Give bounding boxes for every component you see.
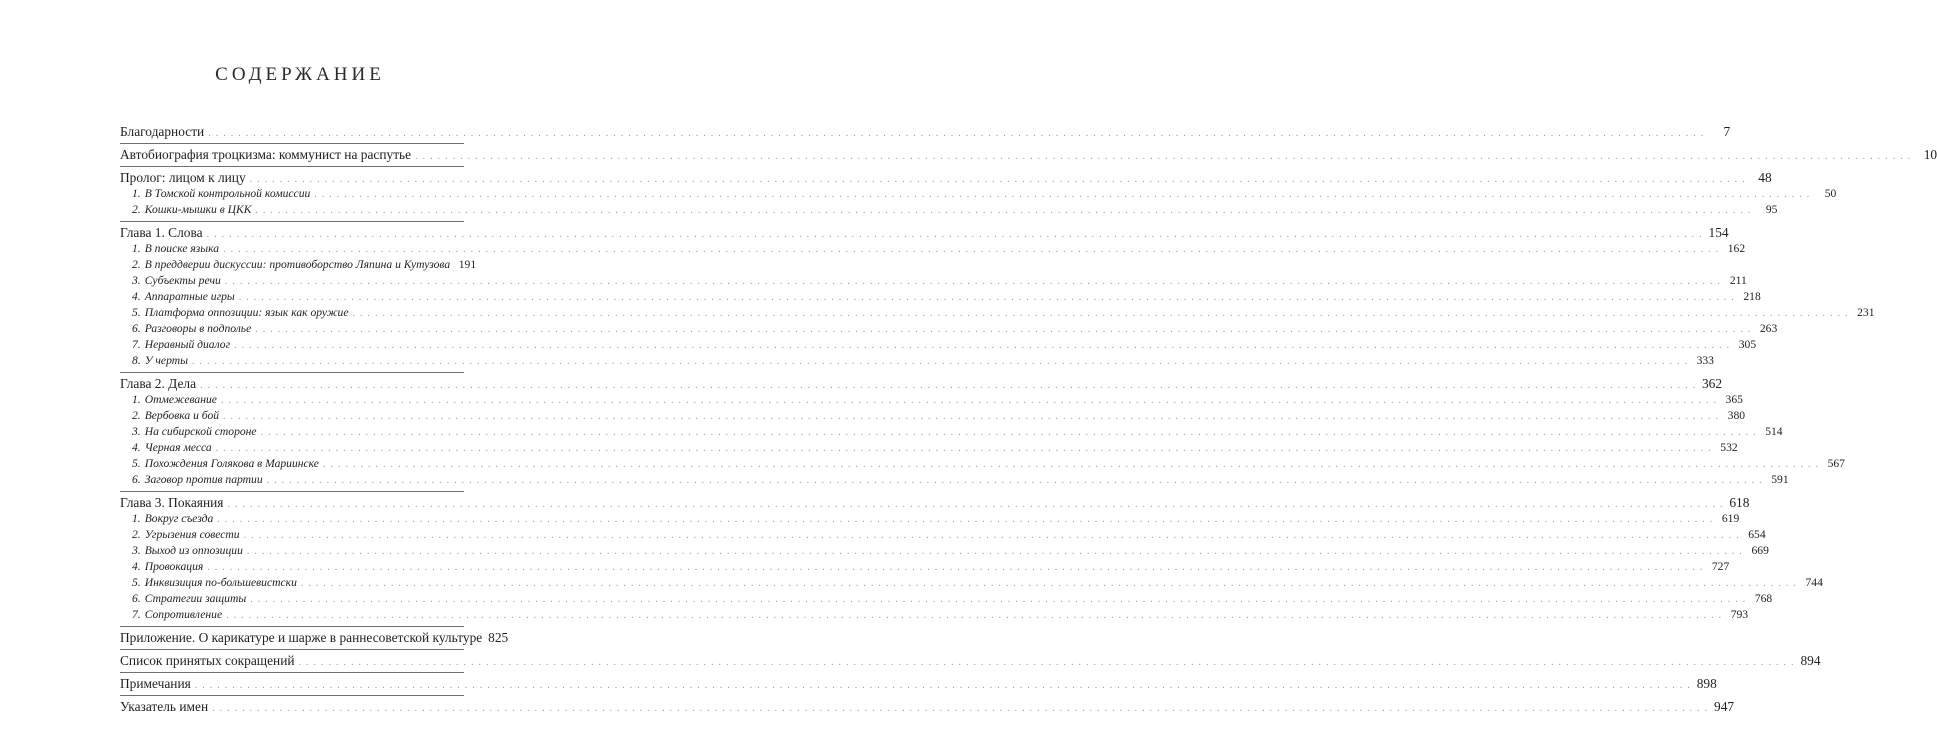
- toc-page-number: 669: [1751, 544, 1769, 557]
- toc-entry[interactable]: [120, 630, 509, 646]
- toc-entry-label: В поиске языка: [144, 242, 220, 255]
- toc-page-number: 567: [1827, 457, 1845, 470]
- toc-subentry[interactable]: [120, 289, 1761, 305]
- dot-leader: ........................................................................................................................................................................................................: [191, 356, 1692, 367]
- toc-entry-label: Пролог: лицом к лицу: [120, 170, 246, 185]
- toc-page-number: 727: [1711, 560, 1730, 573]
- toc-subentry[interactable]: [120, 511, 1740, 527]
- toc-entry-label: Стратегии защиты: [144, 592, 247, 605]
- toc-entry-label: Вокруг съезда: [144, 512, 214, 525]
- dot-leader: ........................................................................................................................................................................................................: [238, 292, 1739, 303]
- toc-entry-label: Кошки-мышки в ЦКК: [144, 203, 252, 216]
- dot-leader: ........................................................................................................................................................................................................: [223, 411, 1724, 422]
- toc-entry-label: Благодарности: [120, 124, 205, 139]
- toc-page-number: 263: [1759, 322, 1778, 335]
- toc-entry[interactable]: [120, 376, 1723, 392]
- toc-page-number: 654: [1748, 528, 1766, 541]
- toc-entry-number: 6.: [132, 473, 141, 486]
- toc-page-number: 50: [1824, 187, 1837, 200]
- toc-subentry[interactable]: [120, 257, 477, 273]
- toc-subentry[interactable]: [120, 202, 1778, 218]
- toc-subentry[interactable]: [120, 424, 1783, 440]
- toc-entry-label: Глава 2. Дела: [120, 376, 197, 391]
- dot-leader: ........................................................................................................................................................................................................: [194, 680, 1695, 691]
- toc-entry[interactable]: [120, 495, 1750, 511]
- section-divider: [120, 221, 464, 222]
- toc-entry-number: 2.: [132, 258, 141, 271]
- toc-page-number: 10: [1923, 147, 1937, 162]
- toc-subentry[interactable]: [120, 575, 1823, 591]
- toc-page-number: 162: [1727, 242, 1746, 255]
- toc-entry[interactable]: [120, 124, 1731, 140]
- dot-leader: ........................................................................................................................................................................................................: [224, 276, 1725, 287]
- dot-leader: ........................................................................................................................................................................................................: [249, 174, 1750, 185]
- toc-entry-label: Автобиография троцкизма: коммунист на распутье: [120, 147, 412, 162]
- toc-entry-label: Аппаратные игры: [144, 290, 235, 303]
- dot-leader: ........................................................................................................................................................................................................: [234, 340, 1735, 351]
- toc-entry[interactable]: [120, 225, 1729, 241]
- toc-page-number: 48: [1758, 170, 1772, 185]
- toc-entry-label: В преддверии дискуссии: противоборство Ляпина и Кутузова: [144, 258, 451, 271]
- toc-entry-number: 3.: [132, 544, 141, 557]
- dot-leader: ........................................................................................................................................................................................................: [227, 499, 1728, 510]
- toc-subentry[interactable]: [120, 337, 1757, 353]
- toc-subentry[interactable]: [120, 241, 1746, 257]
- toc-entry-number: 5.: [132, 457, 141, 470]
- page-title: СОДЕРЖАНИЕ: [215, 64, 385, 85]
- toc-page-number: 154: [1708, 225, 1729, 240]
- toc-entry-label: Разговоры в подполье: [144, 322, 252, 335]
- dot-leader: ........................................................................................................................................................................................................: [266, 475, 1767, 486]
- toc-entry-label: Провокация: [144, 560, 204, 573]
- toc-page-number: 532: [1720, 441, 1738, 454]
- toc-entry-label: Сопротивление: [144, 608, 223, 621]
- dot-leader: ........................................................................................................................................................................................................: [250, 594, 1751, 605]
- dot-leader: ........................................................................................................................................................................................................: [260, 427, 1761, 438]
- toc-entry-number: 1.: [132, 393, 141, 406]
- toc-page-number: 618: [1729, 495, 1750, 510]
- toc-subentry[interactable]: [120, 353, 1714, 369]
- dot-leader: ........................................................................................................................................................................................................: [298, 657, 1799, 668]
- toc-entry-label: Черная месса: [144, 441, 212, 454]
- toc-entry-label: Вербовка и бой: [144, 409, 220, 422]
- dot-leader: ........................................................................................................................................................................................................: [226, 610, 1727, 621]
- dot-leader: ........................................................................................................................................................................................................: [217, 514, 1718, 525]
- toc-entry-label: Глава 1. Слова: [120, 225, 203, 240]
- dot-leader: ........................................................................................................................................................................................................: [300, 578, 1801, 589]
- toc-page-number: 591: [1771, 473, 1789, 486]
- toc-page-number: 211: [1729, 274, 1747, 287]
- toc-page-number: 619: [1721, 512, 1740, 525]
- toc-page-number: 744: [1805, 576, 1823, 589]
- toc-page-number: 362: [1701, 376, 1723, 391]
- toc-entry-number: 2.: [132, 409, 141, 422]
- dot-leader: ........................................................................................................................................................................................................: [220, 395, 1721, 406]
- toc-entry-label: Приложение. О карикатуре и шарже в раннесоветской культуре: [120, 630, 483, 645]
- toc-subentry[interactable]: [120, 456, 1845, 472]
- toc-subentry[interactable]: [120, 527, 1766, 543]
- toc-page-number: 95: [1765, 203, 1778, 216]
- dot-leader: ........................................................................................................................................................................................................: [352, 308, 1853, 319]
- toc-entry-label: Указатель имен: [120, 699, 209, 714]
- dot-leader: ........................................................................................................................................................................................................: [255, 324, 1756, 335]
- section-divider: [120, 166, 464, 167]
- toc-entry-label: В Томской контрольной комиссии: [144, 187, 311, 200]
- toc-entry-number: 1.: [132, 242, 141, 255]
- toc-page-number: 333: [1696, 354, 1714, 367]
- toc-entry-number: 7.: [132, 608, 141, 621]
- toc-page-number: 191: [458, 258, 477, 271]
- dot-leader: ........................................................................................................................................................................................................: [208, 128, 1709, 139]
- toc-subentry[interactable]: [120, 186, 1837, 202]
- toc-entry-label: Примечания: [120, 676, 191, 691]
- dot-leader: ........................................................................................................................................................................................................: [212, 703, 1713, 714]
- dot-leader: ........................................................................................................................................................................................................: [200, 380, 1701, 391]
- toc-entry[interactable]: [120, 147, 1937, 163]
- toc-subentry[interactable]: [120, 591, 1773, 607]
- toc-entry-number: 8.: [132, 354, 141, 367]
- toc-entry-label: Заговор против партии: [144, 473, 263, 486]
- toc-entry-number: 3.: [132, 425, 141, 438]
- section-divider: [120, 649, 464, 650]
- toc-entry-label: Инквизиция по-большевистски: [144, 576, 297, 589]
- toc-page-number: 305: [1738, 338, 1757, 351]
- toc-entry-number: 4.: [132, 560, 141, 573]
- toc-subentry[interactable]: [120, 408, 1746, 424]
- table-of-contents: [120, 124, 1937, 715]
- toc-subentry[interactable]: [120, 392, 1743, 408]
- toc-entry-label: Выход из оппозиции: [144, 544, 243, 557]
- toc-page-number: 898: [1696, 676, 1717, 691]
- toc-entry-label: Платформа оппозиции: язык как оружие: [144, 306, 349, 319]
- dot-leader: ........................................................................................................................................................................................................: [215, 443, 1716, 454]
- section-divider: [120, 143, 464, 144]
- toc-subentry[interactable]: [120, 607, 1749, 623]
- toc-entry-label: Похождения Голякова в Мариинске: [144, 457, 319, 470]
- toc-entry-label: Глава 3. Покаяния: [120, 495, 224, 510]
- dot-leader: ........................................................................................................................................................................................................: [206, 229, 1707, 240]
- toc-entry-label: Список принятых сокращений: [120, 653, 295, 668]
- toc-entry-number: 6.: [132, 322, 141, 335]
- dot-leader: ........................................................................................................................................................................................................: [207, 562, 1708, 573]
- toc-entry-label: Неравный диалог: [144, 338, 231, 351]
- section-divider: [120, 491, 464, 492]
- toc-entry-number: 5.: [132, 576, 141, 589]
- toc-entry-number: 6.: [132, 592, 141, 605]
- toc-subentry[interactable]: [120, 543, 1769, 559]
- toc-page-number: 894: [1800, 653, 1821, 668]
- toc-page-number: 768: [1754, 592, 1773, 605]
- toc-entry-number: 4.: [132, 441, 141, 454]
- toc-entry-label: У черты: [144, 354, 188, 367]
- toc-subentry[interactable]: [120, 472, 1789, 488]
- toc-entry-number: 4.: [132, 290, 141, 303]
- toc-entry-number: 3.: [132, 274, 141, 287]
- toc-entry-label: На сибирской стороне: [144, 425, 257, 438]
- dot-leader: ........................................................................................................................................................................................................: [415, 151, 1916, 162]
- toc-entry-number: 5.: [132, 306, 141, 319]
- dot-leader: ........................................................................................................................................................................................................: [243, 530, 1744, 541]
- toc-subentry[interactable]: [120, 321, 1778, 337]
- toc-entry[interactable]: [120, 653, 1821, 669]
- section-divider: [120, 695, 464, 696]
- dot-leader: ........................................................................................................................................................................................................: [322, 459, 1823, 470]
- toc-page-number: 365: [1725, 393, 1743, 406]
- toc-page-number: 380: [1727, 409, 1746, 422]
- toc-page-number: 218: [1743, 290, 1761, 303]
- toc-entry-label: Субъекты речи: [144, 274, 221, 287]
- toc-page-number: 947: [1714, 699, 1735, 714]
- toc-entry[interactable]: [120, 170, 1772, 186]
- toc-subentry[interactable]: [120, 559, 1730, 575]
- toc-subentry[interactable]: [120, 305, 1875, 321]
- toc-page-number: 793: [1730, 608, 1749, 621]
- toc-entry-label: Угрызения совести: [144, 528, 240, 541]
- section-divider: [120, 372, 464, 373]
- toc-entry-number: 2.: [132, 203, 141, 216]
- toc-page-number: 7: [1723, 124, 1731, 139]
- toc-entry-label: Отмежевание: [144, 393, 217, 406]
- toc-entry-number: 1.: [132, 187, 141, 200]
- toc-subentry[interactable]: [120, 440, 1738, 456]
- toc-page-number: 514: [1765, 425, 1783, 438]
- toc-subentry[interactable]: [120, 273, 1747, 289]
- dot-leader: ........................................................................................................................................................................................................: [223, 244, 1724, 255]
- toc-entry[interactable]: [120, 699, 1735, 715]
- toc-entry-number: 1.: [132, 512, 141, 525]
- dot-leader: ........................................................................................................................................................................................................: [246, 546, 1747, 557]
- toc-page-number: 231: [1857, 306, 1875, 319]
- dot-leader: ........................................................................................................................................................................................................: [314, 189, 1815, 200]
- section-divider: [120, 626, 464, 627]
- section-divider: [120, 672, 464, 673]
- toc-page-number: 825: [488, 630, 509, 645]
- toc-entry-number: 7.: [132, 338, 141, 351]
- toc-entry[interactable]: [120, 676, 1717, 692]
- toc-entry-number: 2.: [132, 528, 141, 541]
- dot-leader: ........................................................................................................................................................................................................: [255, 205, 1756, 216]
